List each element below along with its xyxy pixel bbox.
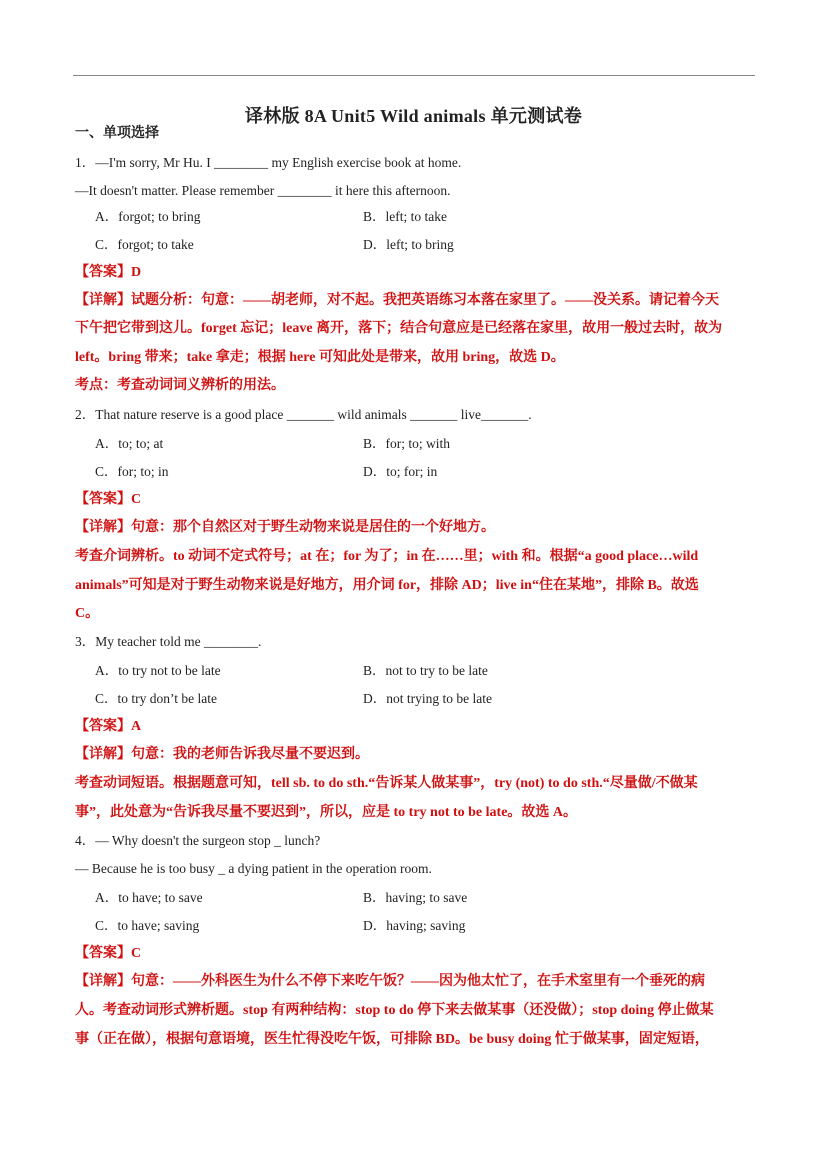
q2-option-c: C．for; to; in	[95, 464, 169, 479]
q1-line1: 1．—I'm sorry, Mr Hu. I ________ my English exercise book at home.	[75, 155, 462, 170]
section-heading: 一、单项选择	[75, 126, 159, 141]
q2-option-d: D．to; for; in	[363, 464, 438, 479]
q4-detail-2: 人。考查动词形式辨析题。stop 有两种结构：stop to do 停下来去做某事（还没做）；stop doing 停止做某	[75, 1003, 714, 1018]
q1-detail-1: 【详解】试题分析：句意：——胡老师，对不起。我把英语练习本落在家里了。——没关系。请记着今天	[75, 293, 719, 308]
q3-detail-2: 考查动词短语。根据题意可知，tell sb. to do sth.“告诉某人做某事”，try (not) to do sth.“尽量做/不做某	[75, 776, 698, 791]
q1-option-a: A．forgot; to bring	[95, 209, 201, 224]
q1-option-b: B．left; to take	[363, 209, 447, 224]
q2-detail-4: C。	[75, 606, 100, 621]
q4-option-a: A．to have; to save	[95, 890, 203, 905]
q2-answer: 【答案】C	[75, 492, 142, 507]
q4-line1: 4．— Why doesn't the surgeon stop _ lunch?	[75, 833, 321, 848]
q1-detail-3: left。bring 带来；take 拿走；根据 here 可知此处是带来，故用 bring，故选 D。	[75, 350, 565, 365]
q2-detail-2: 考查介词辨析。to 动词不定式符号；at 在；for 为了；in 在……里；with 和。根据“a good place…wild	[75, 549, 699, 564]
q3-option-a: A．to try not to be late	[95, 663, 221, 678]
q4-answer: 【答案】C	[75, 946, 142, 961]
q4-option-c: C．to have; saving	[95, 918, 200, 933]
q1-option-d: D．left; to bring	[363, 237, 454, 252]
q3-option-d: D．not trying to be late	[363, 691, 492, 706]
q1-answer: 【答案】D	[75, 265, 142, 280]
q3-option-b: B．not to try to be late	[363, 663, 488, 678]
q2-option-a: A．to; to; at	[95, 436, 164, 451]
q4-detail-3: 事（正在做），根据句意语境，医生忙得没吃午饭，可排除 BD。be busy doing 忙于做某事，固定短语，	[75, 1032, 709, 1047]
q2-option-b: B．for; to; with	[363, 436, 450, 451]
q4-detail-1: 【详解】句意：——外科医生为什么不停下来吃午饭？——因为他太忙了，在手术室里有一个垂死的病	[75, 974, 705, 989]
header-rule	[73, 75, 755, 76]
q1-option-c: C．forgot; to take	[95, 237, 194, 252]
q3-line1: 3．My teacher told me ________.	[75, 634, 262, 649]
q1-line2: —It doesn't matter. Please remember ________ it here this afternoon.	[75, 183, 451, 198]
q1-detail-2: 下午把它带到这儿。forget 忘记；leave 离开，落下；结合句意应是已经落在家里，故用一般过去时，故为	[75, 321, 723, 336]
q3-option-c: C．to try don’t be late	[95, 691, 217, 706]
q3-answer: 【答案】A	[75, 719, 142, 734]
q3-detail-1: 【详解】句意：我的老师告诉我尽量不要迟到。	[75, 747, 369, 762]
q4-option-d: D．having; saving	[363, 918, 466, 933]
q2-detail-1: 【详解】句意：那个自然区对于野生动物来说是居住的一个好地方。	[75, 520, 495, 535]
q2-line1: 2．That nature reserve is a good place _______ wild animals _______ live_______.	[75, 407, 532, 422]
q4-option-b: B．having; to save	[363, 890, 468, 905]
page-title: 译林版 8A Unit5 Wild animals 单元测试卷	[244, 106, 583, 126]
q3-detail-3: 事”，此处意为“告诉我尽量不要迟到”，所以，应是 to try not to be late。故选 A。	[75, 805, 578, 820]
q4-line2: — Because he is too busy _ a dying patient in the operation room.	[75, 861, 432, 876]
q1-keypoint: 考点：考查动词词义辨析的用法。	[75, 378, 285, 393]
q2-detail-3: animals”可知是对于野生动物来说是好地方，用介词 for，排除 AD；live in“住在某地”，排除 B。故选	[75, 578, 699, 593]
